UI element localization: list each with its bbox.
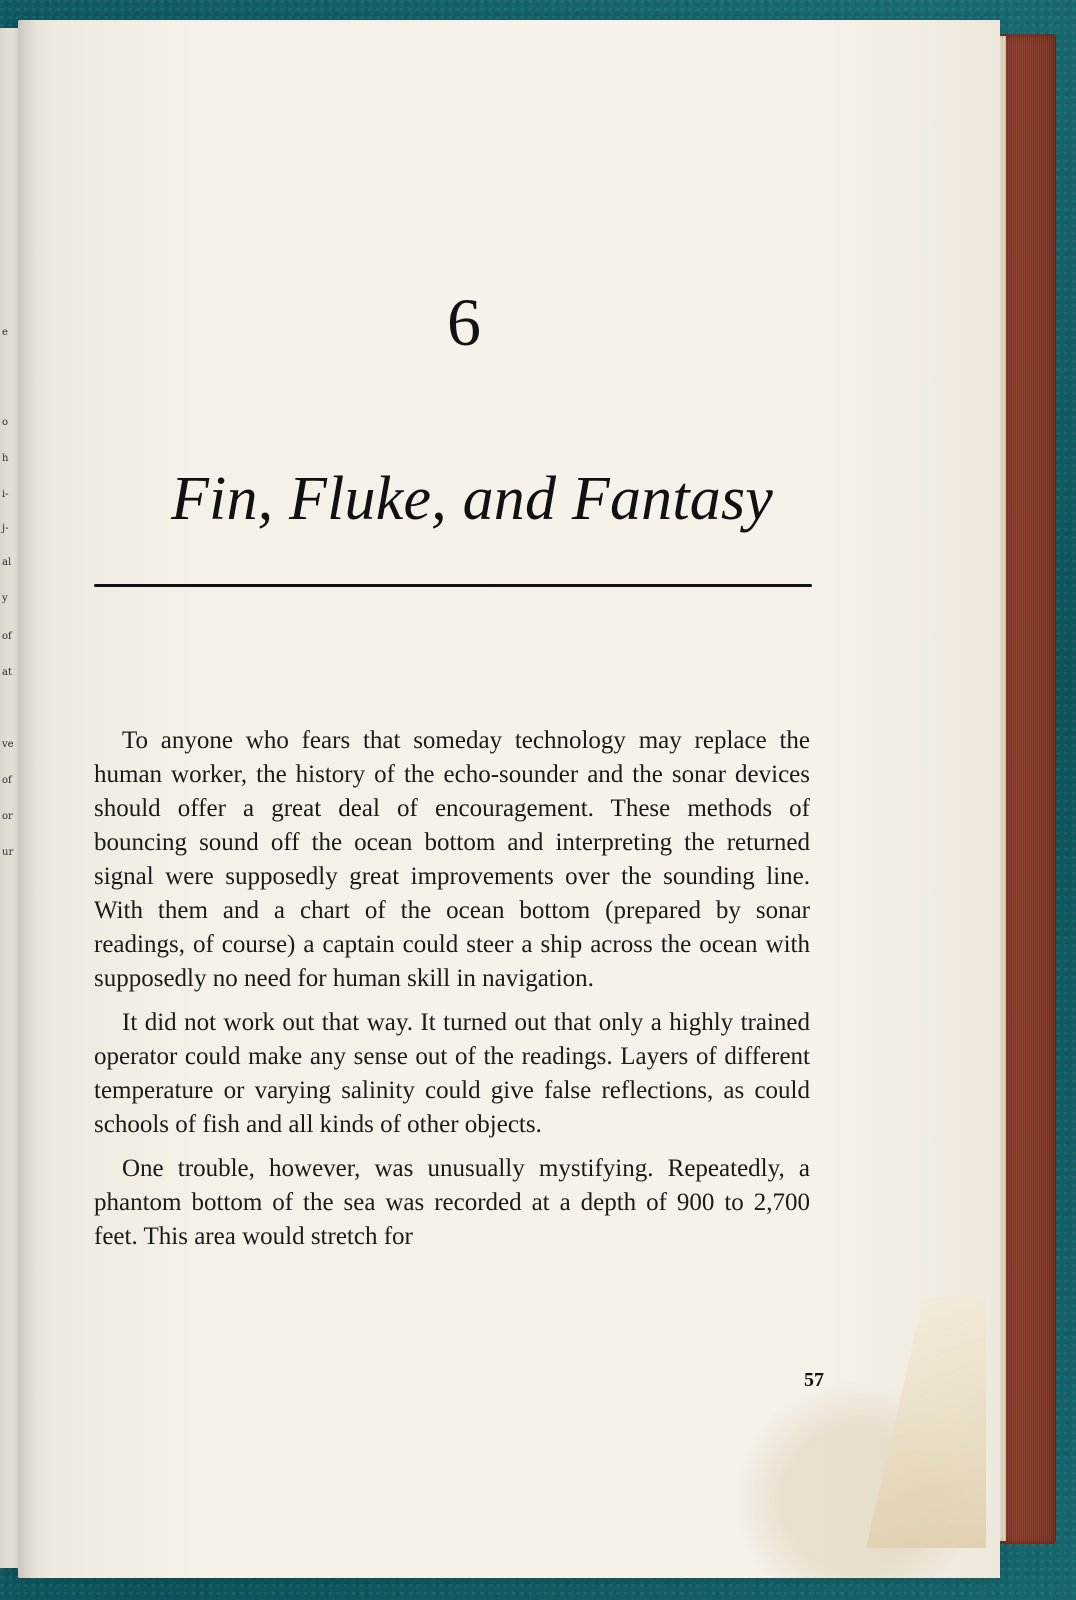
left-page-fragment: i- <box>2 489 9 500</box>
left-page-fragment: o <box>2 417 9 428</box>
chapter-number: 6 <box>447 284 481 360</box>
left-page-fragment: y <box>2 593 8 604</box>
chapter-title: Fin, Fluke, and Fantasy <box>170 465 774 533</box>
left-page-fragment: of <box>2 631 12 642</box>
left-page-fragment: h <box>2 453 9 464</box>
left-page-fragment: at <box>2 667 12 678</box>
body-paragraph: It did not work out that way. It turned out that only a highly trained operator could make any sense out of the readings. Layers of different temperature or varying salinity could give false reflections, as could schools of fish and all kinds of other objects. <box>94 1009 810 1138</box>
left-page-fragment: or <box>2 811 13 822</box>
chapter-title-rule <box>94 584 812 587</box>
page-number: 57 <box>804 1369 824 1391</box>
page-corner-fold <box>866 1298 986 1548</box>
page-binding-shadow <box>18 20 56 1578</box>
left-page-fragment: al <box>2 557 12 568</box>
body-paragraph: One trouble, however, was unusually mystifying. Repeatedly, a phantom bottom of the sea was recorded at a depth of 900 to 2,700 feet. This area would stretch for <box>94 1155 810 1250</box>
chapter-body-text <box>94 724 810 1264</box>
left-page-fragment: e <box>2 327 8 338</box>
left-page-fragment: j- <box>2 523 9 534</box>
body-paragraph: To anyone who fears that someday technology may replace the human worker, the history of the echo-sounder and the sonar devices should offer a great deal of encouragement. These methods of bouncing sound off the ocean bottom and interpreting the returned signal were supposedly great improvements over the sounding line. With them and a chart of the ocean bottom (prepared by sonar readings, of course) a captain could steer a ship across the ocean with supposedly no need for human skill in navigation. <box>94 727 810 992</box>
book-page <box>18 20 1000 1578</box>
left-page-fragment: ve <box>2 739 14 750</box>
left-page-fragment: ur <box>2 847 14 858</box>
left-page-fragment: of <box>2 775 12 786</box>
